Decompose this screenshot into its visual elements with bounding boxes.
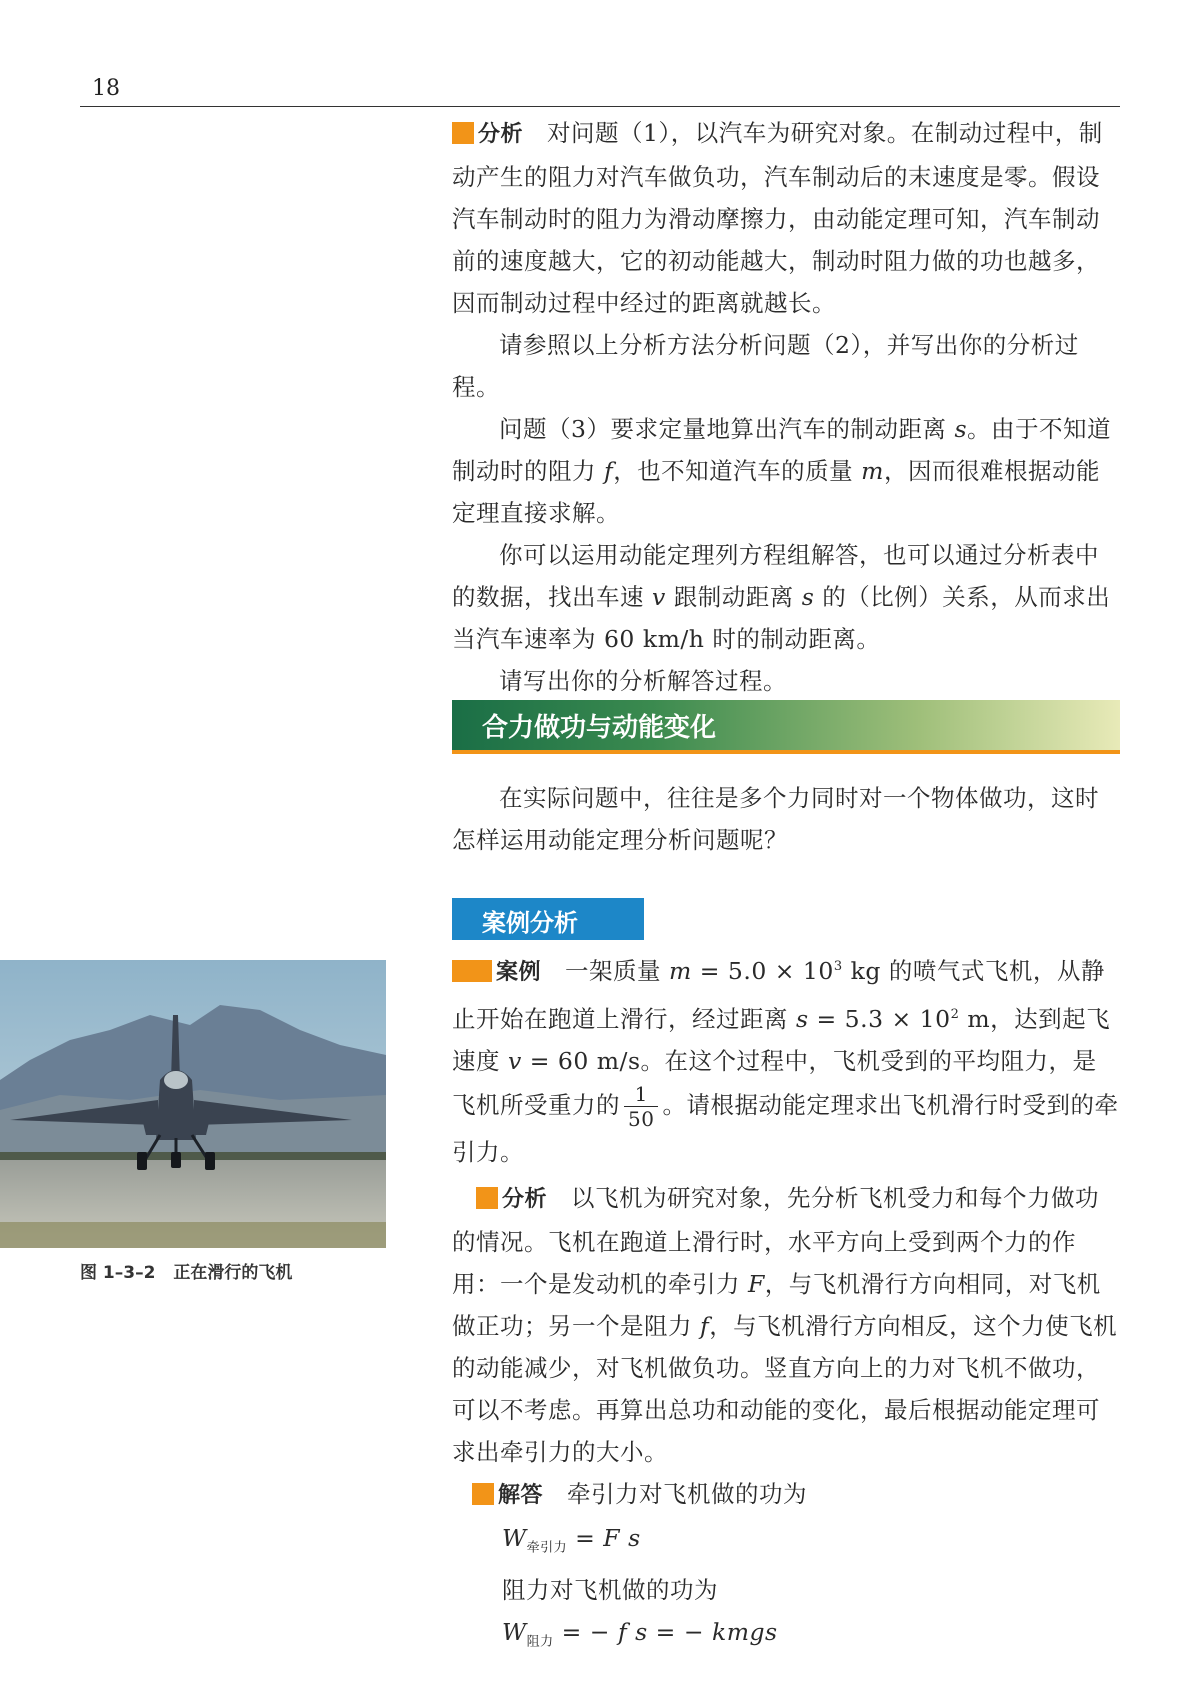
header-rule [80, 106, 1120, 107]
equation-2 [452, 1611, 1120, 1664]
q3-text-3: ，也不知道汽车的质量 [613, 457, 854, 485]
section-title: 合力做功与动能变化 [482, 713, 717, 743]
q3-text-2: 。由于不知道制动时的阻力 [452, 415, 1111, 485]
q3-text-4: ，因而很难根据动能定理直接求解。 [452, 457, 1100, 527]
subscript: 牵引力 [526, 1540, 568, 1556]
section-heading-bar [452, 700, 1120, 754]
orange-square-icon [472, 1483, 494, 1505]
question3-paragraph [452, 408, 1120, 534]
fraction-numerator: 1 [624, 1082, 658, 1107]
case-text-6: = 60 m/s。在这个过程中，飞机受到的平均阻力，是飞机所受重力的 [452, 1046, 1097, 1119]
exponent: 3 [833, 959, 843, 974]
fraction-denominator: 50 [628, 1106, 655, 1131]
orange-square-icon [476, 1187, 498, 1209]
equation-rhs: = F s [567, 1523, 641, 1552]
orange-square-icon [452, 122, 474, 144]
case-block [452, 946, 1120, 1664]
method-paragraph [452, 534, 1120, 660]
prompt-paragraph-2: 请写出你的分析解答过程。 [499, 667, 787, 695]
var-f: f [603, 457, 614, 485]
fraction [624, 1082, 658, 1131]
equation-1 [452, 1517, 1120, 1570]
q3-text-1: 问题（3）要求定量地算出汽车的制动距离 [499, 415, 947, 443]
analysis-label: 分析 [502, 1186, 548, 1212]
case-analysis-title: 案例分析 [482, 909, 578, 937]
analysis-paragraph [452, 112, 1120, 324]
intro-paragraph: 在实际问题中，往往是多个力同时对一个物体做功，这时怎样运用动能定理分析问题呢？ [452, 784, 1099, 854]
var-v: v [651, 583, 666, 611]
answer-text-2: 阻力对飞机做的功为 [502, 1576, 718, 1605]
case-text-3: kg 的喷气式飞机，从静止开始在跑道上滑行，经过距离 [452, 956, 1105, 1033]
var-W: W [502, 1618, 527, 1647]
var-F: F [747, 1269, 765, 1298]
analysis-text: 对问题（1），以汽车为研究对象。在制动过程中，制动产生的阻力对汽车做负功，汽车制动后的末速度是零。假设汽车制动时的阻力为滑动摩擦力，由动能定理可知，汽车制动前的速度越大，它的初动能越大，制动时阻力做的功也越多，因而制动过程中经过的距离就越长。 [452, 119, 1103, 317]
analysis2-text-3: ，与飞机滑行方向相反，这个力使飞机的动能减少，对飞机做负功。竖直方向上的力对飞机不做功，可以不考虑。再算出总功和动能的变化，最后根据动能定理可求出牵引力的大小。 [452, 1311, 1118, 1466]
case-paragraph [452, 946, 1120, 1173]
exponent: 2 [950, 1006, 960, 1022]
var-s: s [801, 583, 815, 611]
var-s: s [795, 1004, 809, 1033]
analysis2-paragraph [452, 1177, 1120, 1473]
analysis-label: 分析 [478, 122, 524, 147]
var-m: m [861, 457, 884, 485]
case-text-5: m，达到起飞速度 [452, 1004, 1111, 1075]
prompt-paragraph-1: 请参照以上分析方法分析问题（2），并写出你的分析过程。 [452, 331, 1079, 401]
case-text-2: = 5.0 × 10 [691, 956, 834, 985]
case-text-7: 。请根据动能定理求出飞机滑行时受到的牵引力。 [452, 1090, 1119, 1166]
case-text-4: = 5.3 × 10 [808, 1004, 951, 1033]
analysis2-text-2: ，与飞机滑行方向相同，对飞机做正功；另一个是阻力 [452, 1269, 1101, 1340]
method-text-1: 你可以运用动能定理列方程组解答，也可以通过分析表中的数据，找出车速 [452, 541, 1099, 611]
page-number: 18 [92, 76, 120, 101]
var-v: v [507, 1046, 522, 1075]
analysis-block-1 [452, 112, 1120, 702]
case-label: 案例 [496, 959, 542, 985]
method-text-3: 的（比例）关系，从而求出当汽车速率为 60 km/h 时的制动距离。 [452, 583, 1111, 653]
case-text-1: 一架质量 [565, 956, 662, 985]
figure-caption [80, 1258, 292, 1283]
intro-block [452, 777, 1120, 861]
equation-rhs: = − f s = − kmgs [553, 1618, 778, 1647]
var-s: s [954, 415, 967, 443]
jet-photo [0, 960, 386, 1248]
answer-label: 解答 [498, 1482, 544, 1508]
subscript: 阻力 [526, 1635, 554, 1651]
answer-text-1: 牵引力对飞机做的功为 [567, 1479, 808, 1508]
answer-paragraph [452, 1473, 1120, 1517]
analysis2-text-1: 以飞机为研究对象，先分析飞机受力和每个力做功的情况。飞机在跑道上滑行时，水平方向上受到两个力的作用：一个是发动机的牵引力 [452, 1183, 1100, 1298]
case-analysis-heading [452, 898, 644, 940]
method-text-2: 跟制动距离 [673, 583, 794, 611]
var-m: m [669, 956, 692, 985]
figure-number: 图 1–3–2 [80, 1263, 156, 1283]
var-f: f [699, 1311, 710, 1340]
figure-caption-text: 正在滑行的飞机 [173, 1263, 293, 1283]
var-W: W [502, 1523, 527, 1552]
orange-bar-icon [452, 960, 492, 982]
